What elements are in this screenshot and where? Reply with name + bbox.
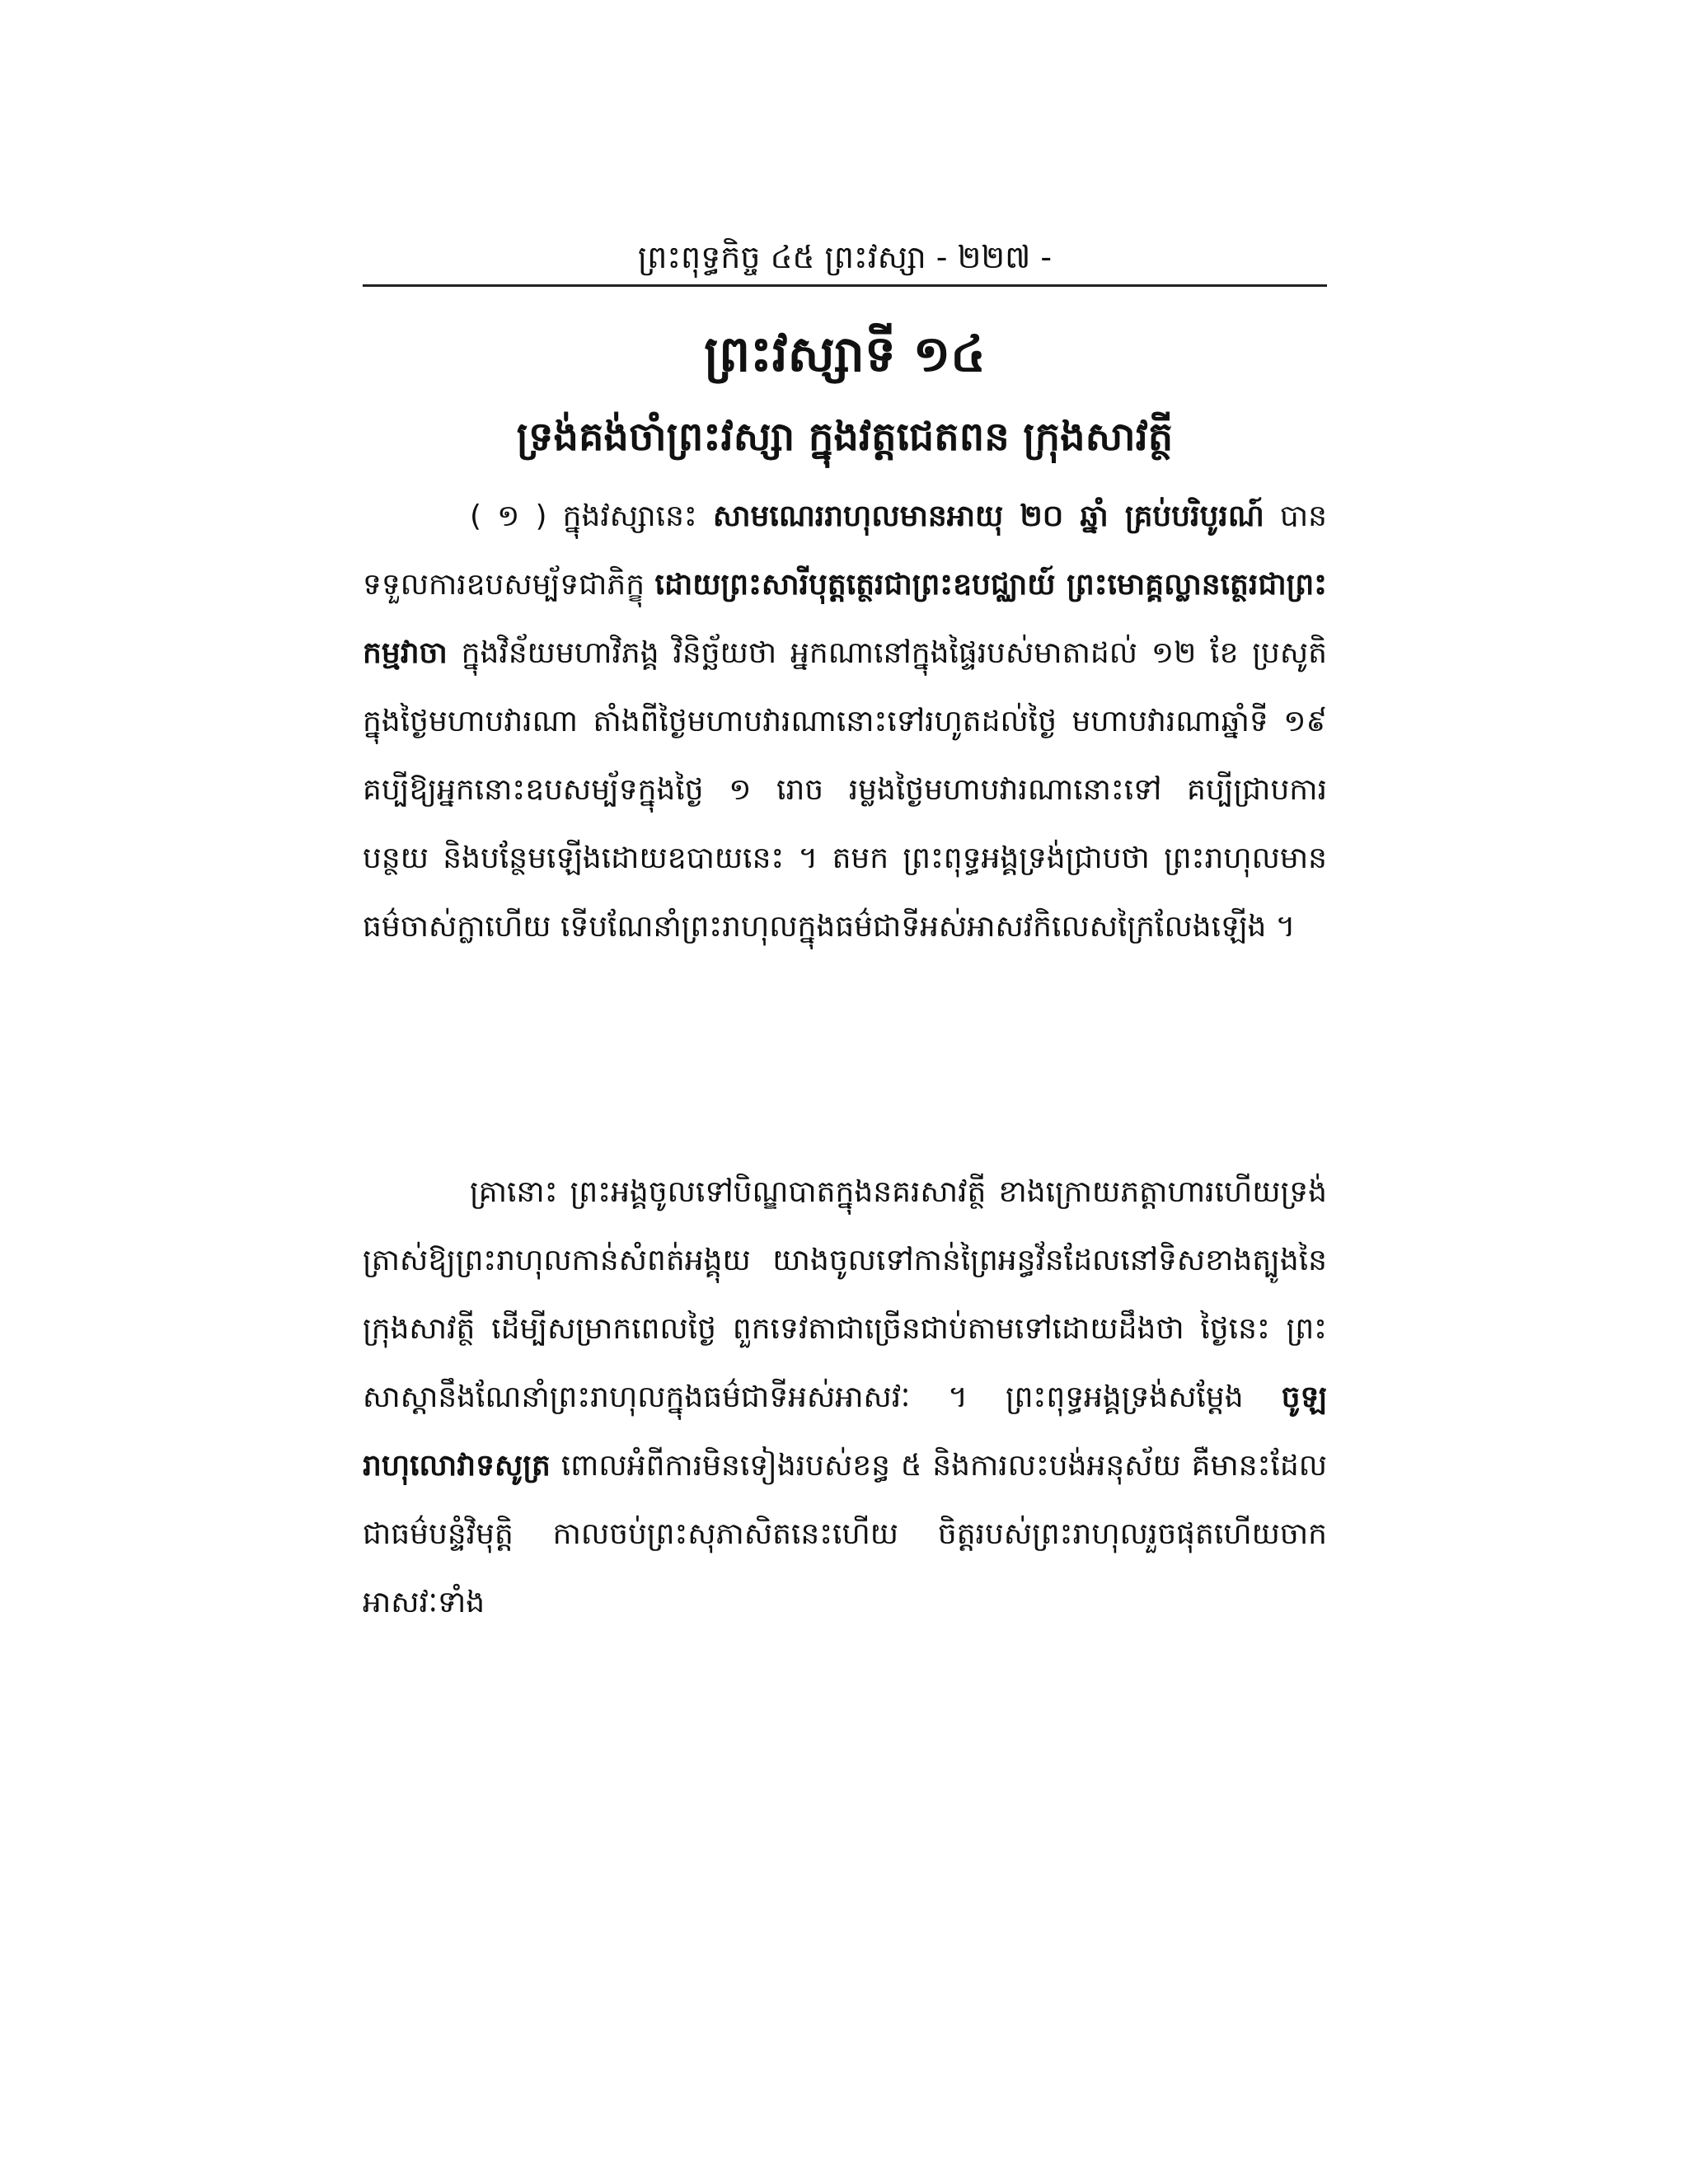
running-head: ព្រះពុទ្ធកិច្ច ៤៥ ព្រះវស្សា - ២២៧ -: [637, 239, 1053, 275]
paragraph-1-bold: សាមណេររាហុលមានអាយុ ២០ ឆ្នាំ គ្រប់បរិបូរណ៍: [712, 499, 1264, 533]
paragraph-1-text: ក្នុងវិន័យមហាវិភង្គ វិនិច្ឆ័យថា អ្នកណានៅក្នុងផ្ទៃរបស់មាតាដល់ ១២ ខែ ប្រសូតិក្នុងថ្ងៃមហាបវារណា តាំងពីថ្ងៃមហាបវារណានោះទៅរហូតដល់ថ្ងៃ មហាបវារណាឆ្នាំទី ១៩ គប្បីឱ្យអ្នកនោះឧបសម្ប័ទក្នុងថ្ងៃ ១ រោច រម្លងថ្ងៃមហាបវារណានោះទៅ គប្បីជ្រាបការបន្ថយ និងបន្ថែមឡើងដោយឧបាយនេះ ។ តមក ព្រះពុទ្ធអង្គទ្រង់ជ្រាបថា ព្រះរាហុលមានធម៌ចាស់ក្លាហើយ ទើបណែនាំព្រះរាហុលក្នុងធម៌ជាទីអស់អាសវកិលេសក្រៃលែងឡើង ។: [363, 636, 1327, 944]
paragraph-2-text: ពោលអំពីការមិនទៀងរបស់ខន្ធ ៥ និងការលះបង់អនុស័យ គឺមានះដែលជាធម៌បន្ទំវិមុត្តិ កាលចប់ព្រះសុភាសិតនេះហើយ ចិត្តរបស់ព្រះរាហុលរួចផុតហើយចាកអាសវៈទាំង: [363, 1449, 1327, 1619]
paragraph-1: [363, 482, 1327, 961]
chapter-subtitle: ទ្រង់គង់ចាំព្រះវស្សា ក្នុងវត្តជេតពន ក្រុងសាវត្ថី: [516, 414, 1174, 460]
sutta-title: ចូឡរាហុលោវាទសូត្រ: [363, 1380, 1327, 1483]
chapter-title: ព្រះវស្សាទី ១៤: [704, 326, 986, 383]
paragraph-1-text: ( ១ ) ក្នុងវស្សានេះ: [470, 499, 713, 533]
paragraph-1-bold: ដោយព្រះសារីបុត្តត្ថេរជាព្រះឧបជ្ឈាយ៍ ព្រះមោគ្គល្លានត្ថេរជាព្រះកម្មវាចា: [363, 568, 1327, 670]
paragraph-2-text: គ្រានោះ ព្រះអង្គចូលទៅបិណ្ឌបាតក្នុងនគរសាវត្ថី ខាងក្រោយភត្តាហារហើយទ្រង់ត្រាស់ឱ្យព្រះរាហុលកាន់សំពត់អង្គុយ យាងចូលទៅកាន់ព្រៃអន្ធវ័នដែលនៅទិសខាងត្បូងនៃក្រុងសាវត្ថី ដើម្បីសម្រាកពេលថ្ងៃ ពួកទេវតាជាច្រើនជាប់តាមទៅដោយដឹងថា ថ្ងៃនេះ ព្រះសាស្ដានឹងណែនាំព្រះរាហុលក្នុងធម៌ជាទីអស់អាសវៈ ។ ព្រះពុទ្ធអង្គទ្រង់សម្ដែង: [363, 1175, 1327, 1414]
paragraph-2: [363, 1158, 1327, 1637]
paragraph-1-text: បានទទួលការឧបសម្ប័ទជាភិក្ខុ: [363, 499, 1328, 602]
header-rule: [363, 284, 1327, 287]
